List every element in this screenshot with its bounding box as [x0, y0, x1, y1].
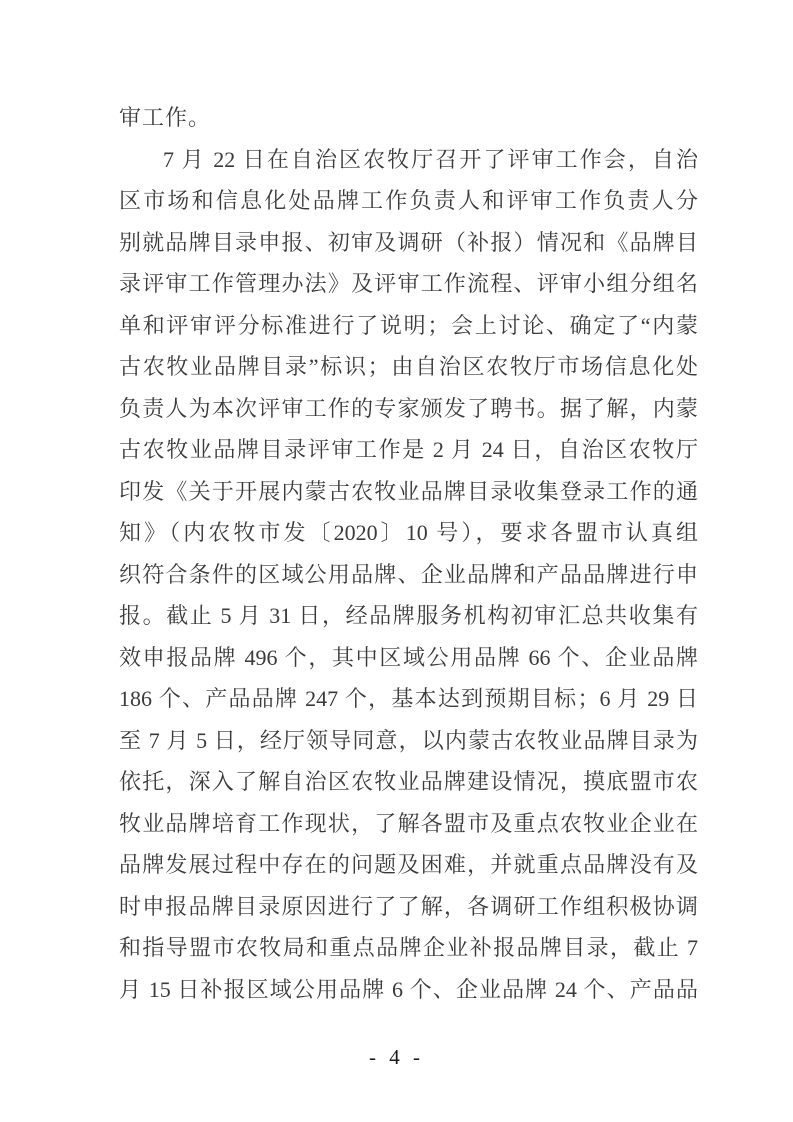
text-line: 186 个、产品品牌 247 个，基本达到预期目标；6 月 29 日: [119, 686, 698, 711]
text-line: 古农牧业品牌目录评审工作是 2 月 24 日，自治区农牧厅: [119, 437, 698, 462]
text-line: 织符合条件的区域公用品牌、企业品牌和产品品牌进行申: [119, 561, 698, 587]
page-number: - 4 -: [369, 1045, 424, 1069]
text-line: 古农牧业品牌目录”标识；由自治区农牧厅市场信息化处: [119, 354, 698, 379]
text-line: 7 月 22 日在自治区农牧厅召开了评审工作会，自治: [163, 146, 698, 172]
text-line: 审工作。: [119, 105, 212, 130]
document-body: [119, 97, 698, 1010]
text-line: 时申报品牌目录原因进行了了解，各调研工作组积极协调: [119, 893, 698, 919]
text-line: 牧业品牌培育工作现状，了解各盟市及重点农牧业企业在: [119, 810, 698, 836]
text-line: 报。截止 5 月 31 日，经品牌服务机构初审汇总共收集有: [119, 603, 698, 628]
text-line: 依托，深入了解自治区农牧业品牌建设情况，摸底盟市农: [119, 769, 698, 794]
text-line: 别就品牌目录申报、初审及调研（补报）情况和《品牌目: [119, 229, 698, 255]
text-line: 至 7 月 5 日，经厅领导同意，以内蒙古农牧业品牌目录为: [119, 727, 698, 753]
text-line: 品牌发展过程中存在的问题及困难，并就重点品牌没有及: [119, 852, 698, 877]
text-line: 录评审工作管理办法》及评审工作流程、评审小组分组名: [119, 271, 698, 296]
text-line: 月 15 日补报区域公用品牌 6 个、企业品牌 24 个、产品品: [119, 976, 698, 1002]
text-line: 效申报品牌 496 个，其中区域公用品牌 66 个、企业品牌: [119, 644, 698, 670]
text-line: 印发《关于开展内蒙古农牧业品牌目录收集登录工作的通: [119, 478, 698, 504]
text-line: 知》（内农牧市发〔2020〕10 号），要求各盟市认真组: [119, 520, 698, 545]
text-line: 单和评审评分标准进行了说明；会上讨论、确定了“内蒙: [119, 312, 698, 338]
text-line: 负责人为本次评审工作的专家颁发了聘书。据了解，内蒙: [119, 395, 698, 421]
text-line: 区市场和信息化处品牌工作负责人和评审工作负责人分: [119, 188, 698, 213]
text-line: 和指导盟市农牧局和重点品牌企业补报品牌目录，截止 7: [119, 935, 698, 960]
